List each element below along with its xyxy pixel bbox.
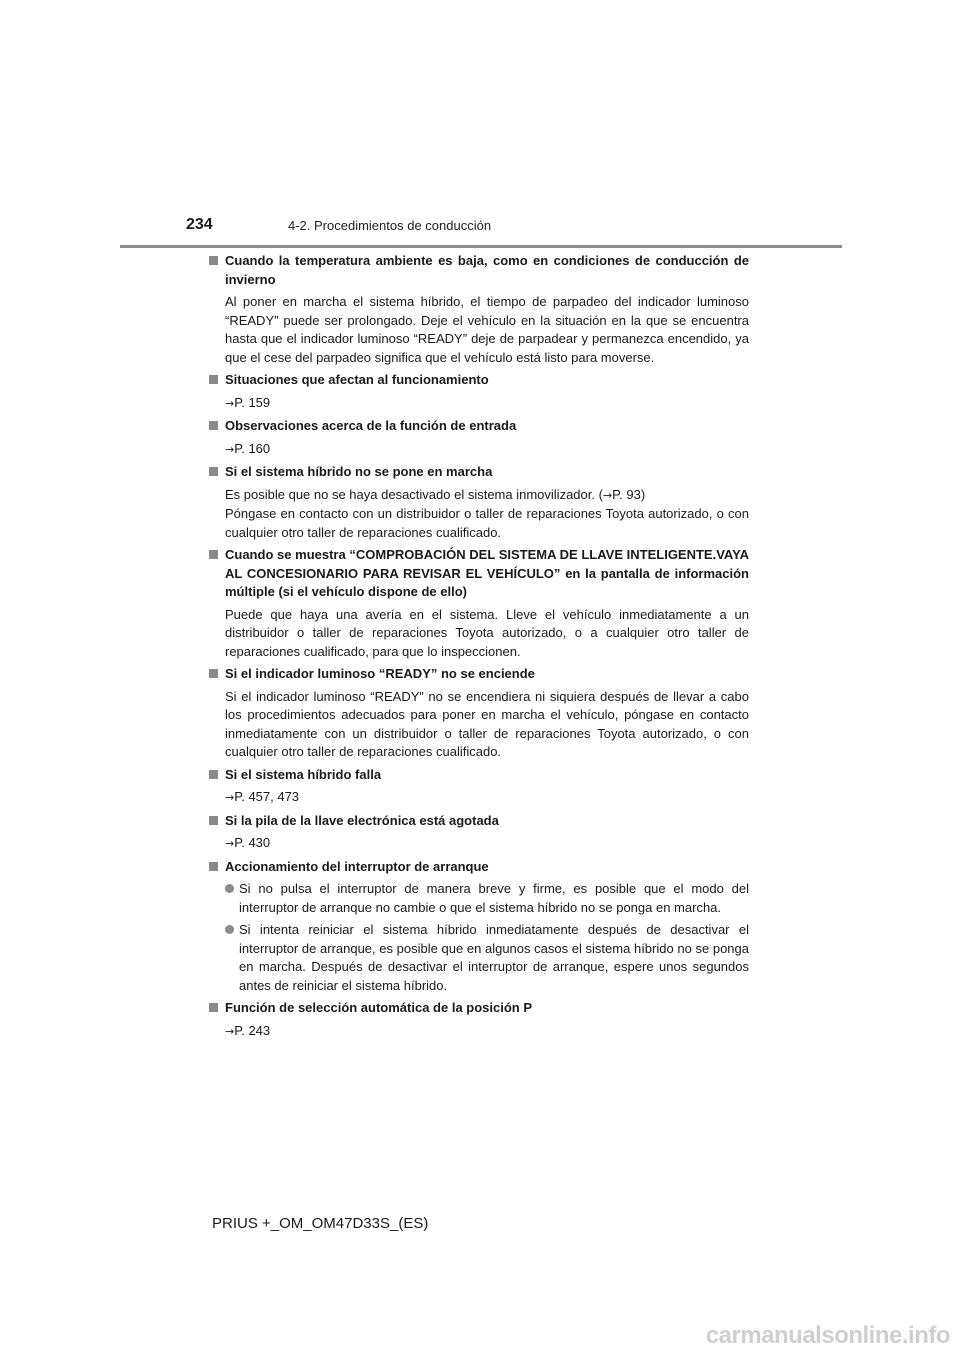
square-bullet-icon — [209, 256, 218, 265]
section-heading: Observaciones acerca de la función de entrada — [225, 418, 517, 433]
section-situations — [209, 371, 749, 413]
section-hybrid-failure — [209, 766, 749, 808]
section-heading: Situaciones que afectan al funcionamiento — [225, 372, 489, 387]
page-reference-text: P. 159 — [234, 394, 271, 410]
section-heading: Si el indicador luminoso “READY” no se enciende — [225, 666, 535, 681]
section-key-battery — [209, 812, 749, 854]
section-paragraph: Si el indicador luminoso “READY” no se encendiera ni siquiera después de llevar a cabo los procedimientos adecuados para poner en marcha el vehículo, póngase en contacto inmediatamente con un distribuidor o taller de reparaciones Toyota autorizado, o con cualquier otro taller de reparaciones cualificado. — [225, 688, 749, 759]
bullet-text: Si no pulsa el interruptor de manera breve y firme, es posible que el modo del interruptor de arranque no cambie o que el sistema híbrido no se ponga en marcha. — [239, 881, 749, 915]
page-reference[interactable] — [209, 834, 749, 854]
page-reference[interactable] — [209, 1022, 749, 1042]
section-heading: Cuando se muestra “COMPROBACIÓN DEL SISTEMA DE LLAVE INTELIGENTE.VAYA AL CONCESIONARIO PARA REVISAR EL VEHÍCULO” en la pantalla de información múltiple (si el vehículo dispone de ello) — [225, 547, 749, 599]
section-paragraph: Puede que haya una avería en el sistema. Lleve el vehículo inmediatamente a un distribuidor o taller de reparaciones Toyota autorizado, o a cualquier otro taller de reparaciones cualificado, para que lo inspeccionen. — [225, 606, 749, 659]
section-ready-off — [209, 665, 749, 762]
square-bullet-icon — [209, 862, 218, 871]
page-reference[interactable] — [209, 440, 749, 460]
list-item — [209, 880, 749, 917]
square-bullet-icon — [209, 467, 218, 476]
square-bullet-icon — [209, 816, 218, 825]
section-paragraph — [209, 486, 749, 543]
section-paragraph: Al poner en marcha el sistema híbrido, el tiempo de parpadeo del indicador luminoso “READY” puede ser prolongado. Deje el vehículo en la situación en la que se encuentra hasta que el indicador luminoso “READY” deje de parpadear y permanezca encendido, ya que el cese del parpadeo significa que el vehículo está listo para moverse. — [225, 294, 749, 365]
section-heading: Función de selección automática de la posición P — [225, 1000, 533, 1015]
round-bullet-icon — [225, 884, 234, 893]
arrow-right-icon: → — [225, 791, 235, 804]
header-rule — [120, 245, 842, 248]
page-reference-text: P. 243 — [234, 1022, 271, 1038]
square-bullet-icon — [209, 375, 218, 384]
section-no-start — [209, 463, 749, 542]
paragraph-text: Es posible que no se haya desactivado el sistema inmovilizador. ( — [225, 486, 603, 502]
round-bullet-icon — [225, 925, 234, 934]
section-start-switch — [209, 858, 749, 996]
page-reference-text[interactable]: P. 93 — [612, 486, 641, 502]
page-reference-text: P. 160 — [234, 440, 271, 456]
square-bullet-icon — [209, 669, 218, 678]
section-heading: Cuando la temperatura ambiente es baja, como en condiciones de conducción de invierno — [225, 253, 749, 287]
section-title: 4-2. Procedimientos de conducción — [288, 218, 492, 233]
section-auto-p — [209, 999, 749, 1041]
arrow-right-icon: → — [602, 488, 613, 502]
page-reference[interactable] — [209, 394, 749, 414]
section-winter — [209, 252, 749, 367]
section-heading: Si la pila de la llave electrónica está agotada — [225, 812, 499, 828]
arrow-right-icon: → — [225, 1024, 235, 1038]
section-smart-key-check — [209, 546, 749, 661]
document-code: PRIUS +_OM_OM47D33S_(ES) — [212, 1215, 429, 1232]
arrow-right-icon: → — [225, 442, 235, 456]
watermark: carmanualsonline.info — [705, 1322, 950, 1349]
section-heading: Accionamiento del interruptor de arranque — [225, 858, 489, 874]
page-reference-text: P. 430 — [234, 835, 271, 850]
arrow-right-icon: → — [225, 396, 235, 410]
content — [209, 252, 749, 1045]
square-bullet-icon — [209, 550, 218, 559]
section-heading: Si el sistema híbrido no se pone en marcha — [225, 464, 493, 479]
page-number: 234 — [186, 216, 213, 233]
bullet-text: Si intenta reiniciar el sistema híbrido inmediatamente después de desactivar el interruptor de arranque, es posible que en algunos casos el sistema híbrido no se ponga en marcha. Después de desactivar el interruptor de arranque, espere unos segundos antes de reiniciar el sistema híbrido. — [239, 922, 749, 993]
arrow-right-icon: → — [225, 837, 235, 850]
paragraph-text: ) — [640, 486, 646, 502]
list-item — [209, 921, 749, 995]
page-reference-text: P. 457, 473 — [234, 789, 300, 804]
section-entry-function — [209, 417, 749, 459]
square-bullet-icon — [209, 770, 218, 779]
square-bullet-icon — [209, 1003, 218, 1012]
section-heading: Si el sistema híbrido falla — [225, 766, 382, 782]
page-reference[interactable] — [209, 788, 749, 808]
square-bullet-icon — [209, 421, 218, 430]
paragraph-text: Póngase en contacto con un distribuidor o taller de reparaciones Toyota autorizado, o con cualquier otro taller de reparaciones cualificado. — [225, 506, 749, 540]
